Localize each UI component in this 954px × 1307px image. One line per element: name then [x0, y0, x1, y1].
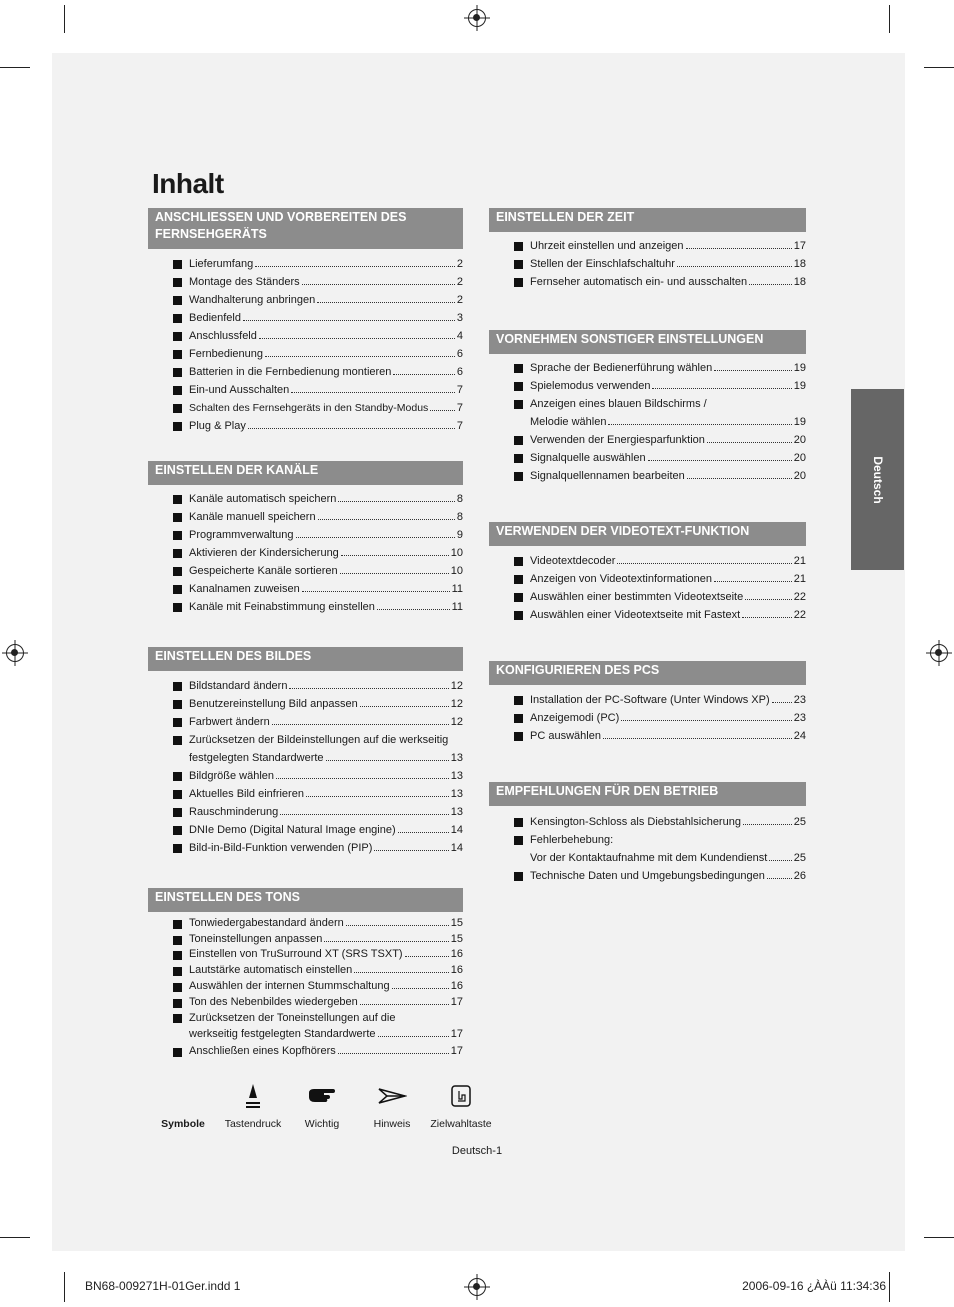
toc-entry-label: Installation der PC-Software (Unter Windows XP)	[530, 694, 770, 706]
toc-entry-page: 12	[450, 716, 463, 728]
toc-list	[489, 813, 806, 885]
toc-entry-page: 13	[450, 770, 463, 782]
toc-entry-label: Montage des Ständers	[189, 276, 300, 288]
toc-entry-page: 26	[793, 870, 806, 882]
toc-entry-page: 21	[793, 555, 806, 567]
section-heading: ANSCHLIESSEN UND VORBEREITEN DES FERNSEHGERÄTS	[148, 208, 463, 249]
toc-entry-label: Schalten des Fernsehgeräts in den Standby-Modus	[189, 402, 429, 414]
toc-entry-page: 22	[793, 609, 806, 621]
slug-date: 2006-09-16 ¿ÀÀü 11:34:36	[742, 1279, 886, 1293]
registration-mark-icon	[6, 644, 24, 662]
one-touch-button-icon	[426, 1082, 496, 1110]
toc-entry-page: 18	[793, 276, 806, 288]
toc-list	[489, 691, 806, 745]
toc-entry-page: 25	[793, 816, 806, 828]
toc-entry-label: Verwenden der Energiesparfunktion	[530, 434, 705, 446]
bullet-icon	[173, 585, 182, 594]
toc-entry-page: 20	[793, 452, 806, 464]
toc-entry-label: PC auswählen	[530, 730, 601, 742]
toc-entry-page: 7	[456, 402, 463, 414]
slug-file: BN68-009271H-01Ger.indd 1	[85, 1279, 241, 1293]
toc-entry-label: Aktivieren der Kindersicherung	[189, 547, 339, 559]
bullet-icon	[514, 696, 523, 705]
toc-entry-label: Bedienfeld	[189, 312, 241, 324]
toc-entry-page: 16	[450, 964, 463, 977]
toc-entry[interactable]	[148, 979, 463, 995]
bullet-icon	[514, 472, 523, 481]
toc-entry-page: 16	[450, 948, 463, 961]
toc-entry[interactable]	[148, 580, 463, 598]
toc-entry[interactable]	[489, 552, 806, 570]
toc-entry[interactable]	[489, 467, 806, 485]
toc-entry-page: 7	[456, 384, 463, 396]
toc-entry[interactable]	[489, 395, 806, 431]
toc-entry[interactable]	[148, 785, 463, 803]
bullet-icon	[514, 593, 523, 602]
page-number: Deutsch-1	[451, 1145, 503, 1157]
toc-entry-label: Wandhalterung anbringen	[189, 294, 316, 306]
toc-section	[489, 782, 806, 885]
bullet-icon	[514, 382, 523, 391]
toc-entry[interactable]	[148, 363, 463, 381]
toc-entry-label: Einstellen von TruSurround XT (SRS TSXT)	[189, 948, 403, 961]
toc-list	[148, 255, 463, 435]
toc-entry-page: 17	[450, 1045, 463, 1058]
toc-entry[interactable]	[148, 963, 463, 979]
toc-entry-label: Auswählen einer bestimmten Videotextseite	[530, 591, 744, 603]
toc-entry-page: 10	[450, 547, 463, 559]
toc-entry-label: Anschlussfeld	[189, 330, 257, 342]
toc-entry-label: Kanäle automatisch speichern	[189, 493, 337, 505]
bullet-icon	[173, 790, 182, 799]
toc-entry[interactable]	[489, 727, 806, 745]
bullet-icon	[173, 718, 182, 727]
toc-entry-page: 19	[793, 416, 806, 428]
toc-entry-label: Kanalnamen zuweisen	[189, 583, 300, 595]
toc-entry[interactable]	[148, 947, 463, 963]
toc-entry-page: 3	[456, 312, 463, 324]
toc-list	[489, 552, 806, 624]
toc-entry-label: Auswählen einer Videotextseite mit Fastext	[530, 609, 741, 621]
toc-entry[interactable]	[148, 803, 463, 821]
toc-entry[interactable]	[489, 255, 806, 273]
bullet-icon	[173, 951, 182, 960]
toc-entry-label: Programmverwaltung	[189, 529, 294, 541]
toc-entry[interactable]	[489, 273, 806, 291]
toc-entry-page: 19	[793, 362, 806, 374]
toc-list	[148, 677, 463, 857]
toc-entry-page: 22	[793, 591, 806, 603]
toc-entry-page: 6	[456, 366, 463, 378]
toc-entry-page: 13	[450, 752, 463, 764]
bullet-icon	[514, 818, 523, 827]
bullet-icon	[173, 296, 182, 305]
toc-entry[interactable]	[148, 731, 463, 767]
toc-entry-label: Bild-in-Bild-Funktion verwenden (PIP)	[189, 842, 373, 854]
symbol-caption: Wichtig	[304, 1118, 340, 1130]
toc-entry-label: Videotextdecoder	[530, 555, 616, 567]
section-heading: EINSTELLEN DES BILDES	[148, 647, 463, 671]
toc-entry[interactable]	[148, 1010, 463, 1042]
symbol-item	[218, 1082, 288, 1130]
toc-entry-page: 13	[450, 788, 463, 800]
toc-entry-label: Benutzereinstellung Bild anpassen	[189, 698, 358, 710]
toc-section	[489, 661, 806, 745]
toc-entry[interactable]	[148, 677, 463, 695]
bullet-icon	[173, 983, 182, 992]
toc-list	[148, 490, 463, 616]
section-heading: KONFIGURIEREN DES PCS	[489, 661, 806, 685]
toc-entry-label: Rauschminderung	[189, 806, 279, 818]
toc-entry[interactable]	[148, 713, 463, 731]
bullet-icon	[173, 967, 182, 976]
toc-entry-label: Plug & Play	[189, 420, 246, 432]
section-heading: EINSTELLEN DES TONS	[148, 888, 463, 912]
registration-mark-icon	[468, 9, 486, 27]
toc-entry[interactable]	[148, 417, 463, 435]
toc-entry[interactable]	[148, 309, 463, 327]
toc-entry[interactable]	[489, 237, 806, 255]
bullet-icon	[514, 872, 523, 881]
bullet-icon	[173, 260, 182, 269]
toc-entry-label: Anzeigemodi (PC)	[530, 712, 620, 724]
toc-entry[interactable]	[148, 291, 463, 309]
toc-entry-label: Spielemodus verwenden	[530, 380, 651, 392]
toc-entry-page: 10	[450, 565, 463, 577]
bullet-icon	[173, 567, 182, 576]
bullet-icon	[514, 575, 523, 584]
toc-entry-label: Signalquelle auswählen	[530, 452, 646, 464]
crop-mark	[924, 67, 954, 68]
toc-entry[interactable]	[148, 839, 463, 857]
toc-list	[148, 916, 463, 1060]
page-title: Inhalt	[152, 168, 224, 199]
toc-entry-label: Fernseher automatisch ein- und ausschalten	[530, 276, 748, 288]
toc-entry-label: Uhrzeit einstellen und anzeigen	[530, 240, 684, 252]
bullet-icon	[514, 836, 523, 845]
toc-entry-label: werkseitig festgelegten Standardwerte	[189, 1028, 376, 1041]
bullet-icon	[173, 1014, 182, 1023]
toc-entry[interactable]	[489, 691, 806, 709]
bullet-icon	[173, 603, 182, 612]
toc-entry-label: Lautstärke automatisch einstellen	[189, 964, 353, 977]
bullet-icon	[173, 350, 182, 359]
toc-entry[interactable]	[148, 381, 463, 399]
bullet-icon	[173, 495, 182, 504]
symbols-legend	[150, 1082, 510, 1138]
toc-entry-label: Anzeigen von Videotextinformationen	[530, 573, 713, 585]
bullet-icon	[514, 242, 523, 251]
toc-entry[interactable]	[489, 588, 806, 606]
toc-entry[interactable]	[489, 449, 806, 467]
bullet-icon	[173, 1048, 182, 1057]
toc-entry[interactable]	[489, 377, 806, 395]
toc-entry-page: 23	[793, 694, 806, 706]
symbol-caption: Hinweis	[373, 1118, 411, 1130]
crop-mark	[924, 1237, 954, 1238]
bullet-icon	[514, 260, 523, 269]
toc-entry[interactable]	[148, 562, 463, 580]
toc-entry-label: Kensington-Schloss als Diebstahlsicherung	[530, 816, 741, 828]
symbol-item	[292, 1082, 352, 1130]
toc-entry-page: 2	[456, 294, 463, 306]
toc-entry-page: 14	[450, 842, 463, 854]
toc-entry[interactable]	[148, 273, 463, 291]
toc-entry-label: Gespeicherte Kanäle sortieren	[189, 565, 338, 577]
symbol-item	[362, 1082, 422, 1130]
bullet-icon	[173, 844, 182, 853]
toc-entry[interactable]	[489, 831, 806, 867]
toc-entry-label: Technische Daten und Umgebungsbedingungen	[530, 870, 765, 882]
toc-entry-label-line1: Zurücksetzen der Toneinstellungen auf die	[189, 1012, 396, 1025]
bullet-icon	[173, 422, 182, 431]
bullet-icon	[173, 826, 182, 835]
toc-entry-label: Aktuelles Bild einfrieren	[189, 788, 304, 800]
toc-entry[interactable]	[148, 598, 463, 616]
toc-entry-page: 8	[456, 493, 463, 505]
toc-section	[148, 647, 463, 857]
bullet-icon	[514, 278, 523, 287]
symbol-caption: Zielwahltaste	[430, 1118, 492, 1130]
toc-entry[interactable]	[148, 526, 463, 544]
toc-entry-page: 8	[456, 511, 463, 523]
toc-entry-page: 16	[450, 979, 463, 992]
bullet-icon	[173, 531, 182, 540]
toc-entry-label: Ton des Nebenbildes wiedergeben	[189, 995, 358, 1008]
toc-entry[interactable]	[148, 327, 463, 345]
toc-entry-page: 17	[450, 1028, 463, 1041]
bullet-icon	[514, 364, 523, 373]
bullet-icon	[514, 732, 523, 741]
toc-entry[interactable]	[148, 916, 463, 932]
toc-entry-page: 18	[793, 258, 806, 270]
toc-section	[148, 461, 463, 616]
language-tab-label: Deutsch	[870, 455, 885, 504]
bullet-icon	[173, 700, 182, 709]
pointing-hand-icon	[292, 1082, 352, 1110]
bullet-icon	[173, 278, 182, 287]
section-heading: EINSTELLEN DER KANÄLE	[148, 461, 463, 485]
toc-entry-page: 14	[450, 824, 463, 836]
bullet-icon	[173, 808, 182, 817]
toc-entry[interactable]	[489, 709, 806, 727]
toc-entry-page: 12	[450, 698, 463, 710]
toc-entry-label: DNIe Demo (Digital Natural Image engine)	[189, 824, 396, 836]
toc-entry-label: Farbwert ändern	[189, 716, 270, 728]
toc-section	[489, 522, 806, 624]
toc-entry-page: 6	[456, 348, 463, 360]
toc-entry-label: Tonwiedergabestandard ändern	[189, 917, 344, 929]
toc-entry-page: 11	[451, 601, 463, 613]
toc-entry[interactable]	[148, 544, 463, 562]
note-arrow-icon	[362, 1082, 422, 1110]
registration-mark-icon	[930, 644, 948, 662]
toc-entry[interactable]	[148, 695, 463, 713]
toc-entry-label: Kanäle mit Feinabstimmung einstellen	[189, 601, 375, 613]
toc-entry[interactable]	[489, 431, 806, 449]
toc-entry-page: 17	[793, 240, 806, 252]
toc-entry-page: 11	[451, 583, 463, 595]
symbols-label: Symbole	[161, 1118, 205, 1130]
bullet-icon	[173, 314, 182, 323]
toc-entry-label-line1: Anzeigen eines blauen Bildschirms /	[530, 398, 707, 410]
toc-entry-page: 9	[456, 529, 463, 541]
bullet-icon	[514, 611, 523, 620]
toc-entry-page: 2	[456, 258, 463, 270]
toc-entry-label: Auswählen der internen Stummschaltung	[189, 979, 390, 992]
toc-list	[489, 237, 806, 291]
toc-entry-label: Sprache der Bedienerführung wählen	[530, 362, 713, 374]
toc-entry[interactable]	[148, 255, 463, 273]
toc-entry-page: 21	[793, 573, 806, 585]
registration-mark-icon	[468, 1278, 486, 1296]
section-heading: VORNEHMEN SONSTIGER EINSTELLUNGEN	[489, 330, 806, 354]
toc-entry[interactable]	[489, 359, 806, 377]
bullet-icon	[514, 436, 523, 445]
crop-mark	[64, 1272, 65, 1302]
toc-section	[148, 208, 463, 435]
key-press-icon	[218, 1082, 288, 1110]
bullet-icon	[173, 736, 182, 745]
toc-entry[interactable]	[148, 508, 463, 526]
bullet-icon	[514, 454, 523, 463]
bullet-icon	[173, 936, 182, 945]
bullet-icon	[173, 368, 182, 377]
bullet-icon	[514, 557, 523, 566]
toc-entry[interactable]	[148, 399, 463, 417]
toc-entry-label: Stellen der Einschlafschaltuhr	[530, 258, 675, 270]
toc-entry-label: Bildgröße wählen	[189, 770, 274, 782]
toc-entry-page: 15	[450, 932, 463, 945]
crop-mark	[889, 1272, 890, 1302]
toc-entry[interactable]	[148, 767, 463, 785]
toc-entry-page: 20	[793, 434, 806, 446]
toc-entry-label: Batterien in die Fernbedienung montieren	[189, 366, 392, 378]
symbol-item	[426, 1082, 496, 1130]
toc-entry[interactable]	[489, 867, 806, 885]
toc-entry-page: 17	[450, 995, 463, 1008]
toc-entry[interactable]	[148, 490, 463, 508]
toc-entry-page: 25	[793, 852, 806, 864]
toc-entry-label: Toneinstellungen anpassen	[189, 932, 323, 945]
bullet-icon	[173, 682, 182, 691]
toc-entry[interactable]	[148, 345, 463, 363]
toc-entry-label: Lieferumfang	[189, 258, 254, 270]
crop-mark	[64, 5, 65, 33]
toc-entry-label: Melodie wählen	[530, 416, 607, 428]
toc-section	[148, 888, 463, 1060]
toc-entry-label: Bildstandard ändern	[189, 680, 288, 692]
symbol-caption: Tastendruck	[224, 1118, 282, 1130]
toc-entry[interactable]	[148, 1042, 463, 1060]
toc-entry-page: 13	[450, 806, 463, 818]
toc-entry-page: 12	[450, 680, 463, 692]
bullet-icon	[514, 714, 523, 723]
toc-entry-page: 19	[793, 380, 806, 392]
section-heading: EINSTELLEN DER ZEIT	[489, 208, 806, 232]
toc-entry-page: 24	[793, 730, 806, 742]
toc-entry-label: Kanäle manuell speichern	[189, 511, 316, 523]
toc-entry-label: festgelegten Standardwerte	[189, 752, 324, 764]
toc-section	[489, 330, 806, 485]
toc-section	[489, 208, 806, 291]
toc-entry-label-line1: Fehlerbehebung:	[530, 834, 614, 846]
bullet-icon	[173, 772, 182, 781]
language-tab	[851, 389, 904, 570]
toc-entry[interactable]	[148, 932, 463, 948]
bullet-icon	[514, 400, 523, 409]
section-heading: EMPFEHLUNGEN FÜR DEN BETRIEB	[489, 782, 806, 806]
toc-list	[489, 359, 806, 485]
bullet-icon	[173, 999, 182, 1008]
toc-entry-page: 7	[456, 420, 463, 432]
toc-entry-page: 2	[456, 276, 463, 288]
toc-entry[interactable]	[489, 606, 806, 624]
toc-entry[interactable]	[148, 821, 463, 839]
toc-entry-label: Vor der Kontaktaufnahme mit dem Kundendienst	[530, 852, 768, 864]
toc-entry-page: 4	[456, 330, 463, 342]
toc-entry-label: Anschließen eines Kopfhörers	[189, 1045, 336, 1058]
bullet-icon	[173, 332, 182, 341]
bullet-icon	[173, 386, 182, 395]
crop-mark	[0, 67, 30, 68]
toc-entry-page: 23	[793, 712, 806, 724]
crop-mark	[0, 1237, 30, 1238]
bullet-icon	[173, 549, 182, 558]
section-heading: VERWENDEN DER VIDEOTEXT-FUNKTION	[489, 522, 806, 546]
bullet-icon	[173, 404, 182, 413]
toc-entry-page: 20	[793, 470, 806, 482]
toc-entry[interactable]	[489, 570, 806, 588]
bullet-icon	[173, 920, 182, 929]
toc-entry-label: Signalquellennamen bearbeiten	[530, 470, 685, 482]
crop-mark	[889, 5, 890, 33]
bullet-icon	[173, 513, 182, 522]
toc-entry-page: 15	[450, 917, 463, 929]
toc-entry-label: Ein-und Ausschalten	[189, 384, 290, 396]
toc-entry-label-line1: Zurücksetzen der Bildeinstellungen auf die werkseitig	[189, 734, 449, 746]
toc-entry[interactable]	[148, 995, 463, 1011]
toc-entry[interactable]	[489, 813, 806, 831]
toc-entry-label: Fernbedienung	[189, 348, 264, 360]
